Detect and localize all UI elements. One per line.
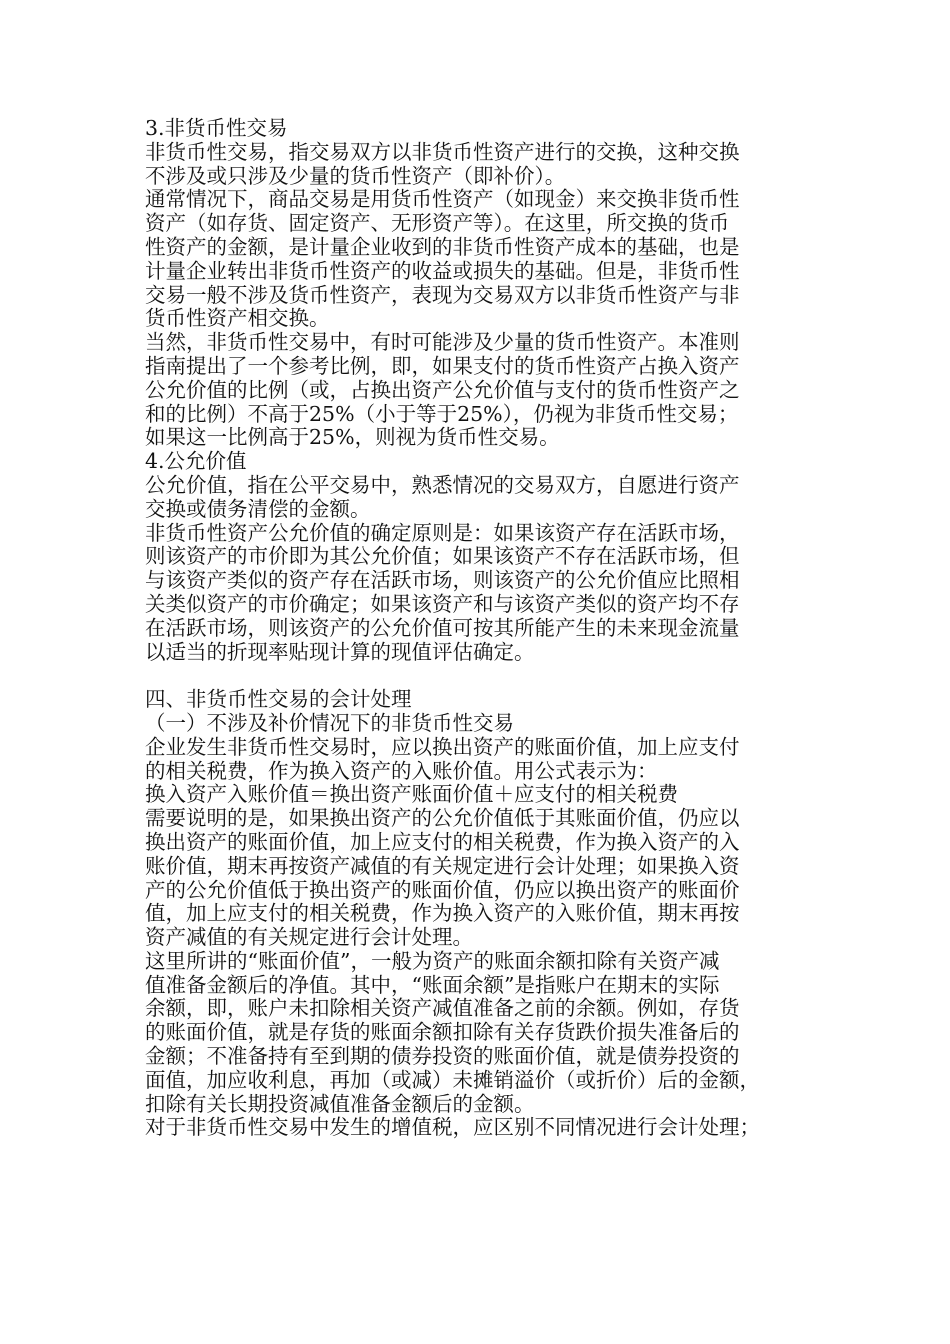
paragraph-line: 资产减值的有关规定进行会计处理。 [145,925,473,950]
paragraph-line: 性资产的金额，是计量企业收到的非货币性资产成本的基础，也是 [145,234,740,259]
paragraph-line: 公允价值的比例（或，占换出资产公允价值与支付的货币性资产之 [145,377,740,402]
paragraph-line: 企业发生非货币性交易时，应以换出资产的账面价值，加上应支付 [145,734,740,759]
paragraph-line: 公允价值，指在公平交易中，熟悉情况的交易双方，自愿进行资产 [145,472,740,497]
paragraph-line: 对于非货币性交易中发生的增值税，应区别不同情况进行会计处理； [145,1115,760,1140]
paragraph-line: 交易一般不涉及货币性资产，表现为交易双方以非货币性资产与非 [145,282,740,307]
paragraph-line: 资产（如存货、固定资产、无形资产等）。在这里，所交换的货币 [145,211,730,236]
paragraph-line: 的相关税费，作为换入资产的入账价值。用公式表示为： [145,758,658,783]
paragraph-line: 换出资产的账面价值，加上应支付的相关税费，作为换入资产的入 [145,829,740,854]
paragraph-line: 与该资产类似的资产存在活跃市场，则该资产的公允价值应比照相 [145,568,740,593]
paragraph-line: 账价值，期末再按资产减值的有关规定进行会计处理；如果换入资 [145,853,740,878]
paragraph-line: 货币性资产相交换。 [145,306,330,331]
paragraph-line: 如果这一比例高于25%，则视为货币性交易。 [145,425,560,450]
blank-line [145,664,805,688]
paragraph-line: 值准备金额后的净值。其中，“账面余额”是指账户在期末的实际 [145,972,720,997]
paragraph-line: 需要说明的是，如果换出资产的公允价值低于其账面价值，仍应以 [145,806,740,831]
paragraph-line: 不涉及或只涉及少量的货币性资产（即补价）。 [145,163,566,188]
paragraph-line: 的账面价值，就是存货的账面余额扣除有关存货跌价损失准备后的 [145,1020,740,1045]
subsection-heading: （一）不涉及补价情况下的非货币性交易 [145,710,514,735]
paragraph-line: 非货币性资产公允价值的确定原则是：如果该资产存在活跃市场， [145,520,740,545]
paragraph-line: 关类似资产的市价确定；如果该资产和与该资产类似的资产均不存 [145,591,740,616]
paragraph-line: 通常情况下，商品交易是用货币性资产（如现金）来交换非货币性 [145,187,740,212]
chapter-4-heading: 四、非货币性交易的会计处理 [145,687,412,712]
paragraph-line: 这里所讲的“账面价值”，一般为资产的账面余额扣除有关资产减 [145,948,720,973]
paragraph-line: 非货币性交易，指交易双方以非货币性资产进行的交换，这种交换 [145,139,740,164]
paragraph-line: 金额；不准备持有至到期的债券投资的账面价值，就是债券投资的 [145,1044,740,1069]
paragraph-line: 当然，非货币性交易中，有时可能涉及少量的货币性资产。本准则 [145,330,740,355]
paragraph-line: 值，加上应支付的相关税费，作为换入资产的入账价值，期末再按 [145,901,740,926]
formula-line: 换入资产入账价值＝换出资产账面价值＋应支付的相关税费 [145,782,678,807]
paragraph-line: 在活跃市场，则该资产的公允价值可按其所能产生的未来现金流量 [145,615,740,640]
paragraph-line: 以适当的折现率贴现计算的现值评估确定。 [145,639,535,664]
paragraph-line: 指南提出了一个参考比例，即，如果支付的货币性资产占换入资产 [145,353,740,378]
paragraph-line: 则该资产的市价即为其公允价值；如果该资产不存在活跃市场，但 [145,544,740,569]
paragraph-line: 面值，加应收利息，再加（或减）未摊销溢价（或折价）后的金额， [145,1067,760,1092]
paragraph-line: 交换或债务清偿的金额。 [145,496,371,521]
section-4-heading: 4.公允价值 [145,449,247,474]
paragraph-line: 计量企业转出非货币性资产的收益或损失的基础。但是，非货币性 [145,258,740,283]
section-3-heading: 3.非货币性交易 [145,116,288,140]
document-page [145,117,805,1140]
paragraph-line: 和的比例）不高于25%（小于等于25%），仍视为非货币性交易； [145,401,739,426]
paragraph-line: 扣除有关长期投资减值准备金额后的金额。 [145,1091,535,1116]
paragraph-line: 产的公允价值低于换出资产的账面价值，仍应以换出资产的账面价 [145,877,740,902]
paragraph-line: 余额，即，账户未扣除相关资产减值准备之前的余额。例如，存货 [145,996,740,1021]
